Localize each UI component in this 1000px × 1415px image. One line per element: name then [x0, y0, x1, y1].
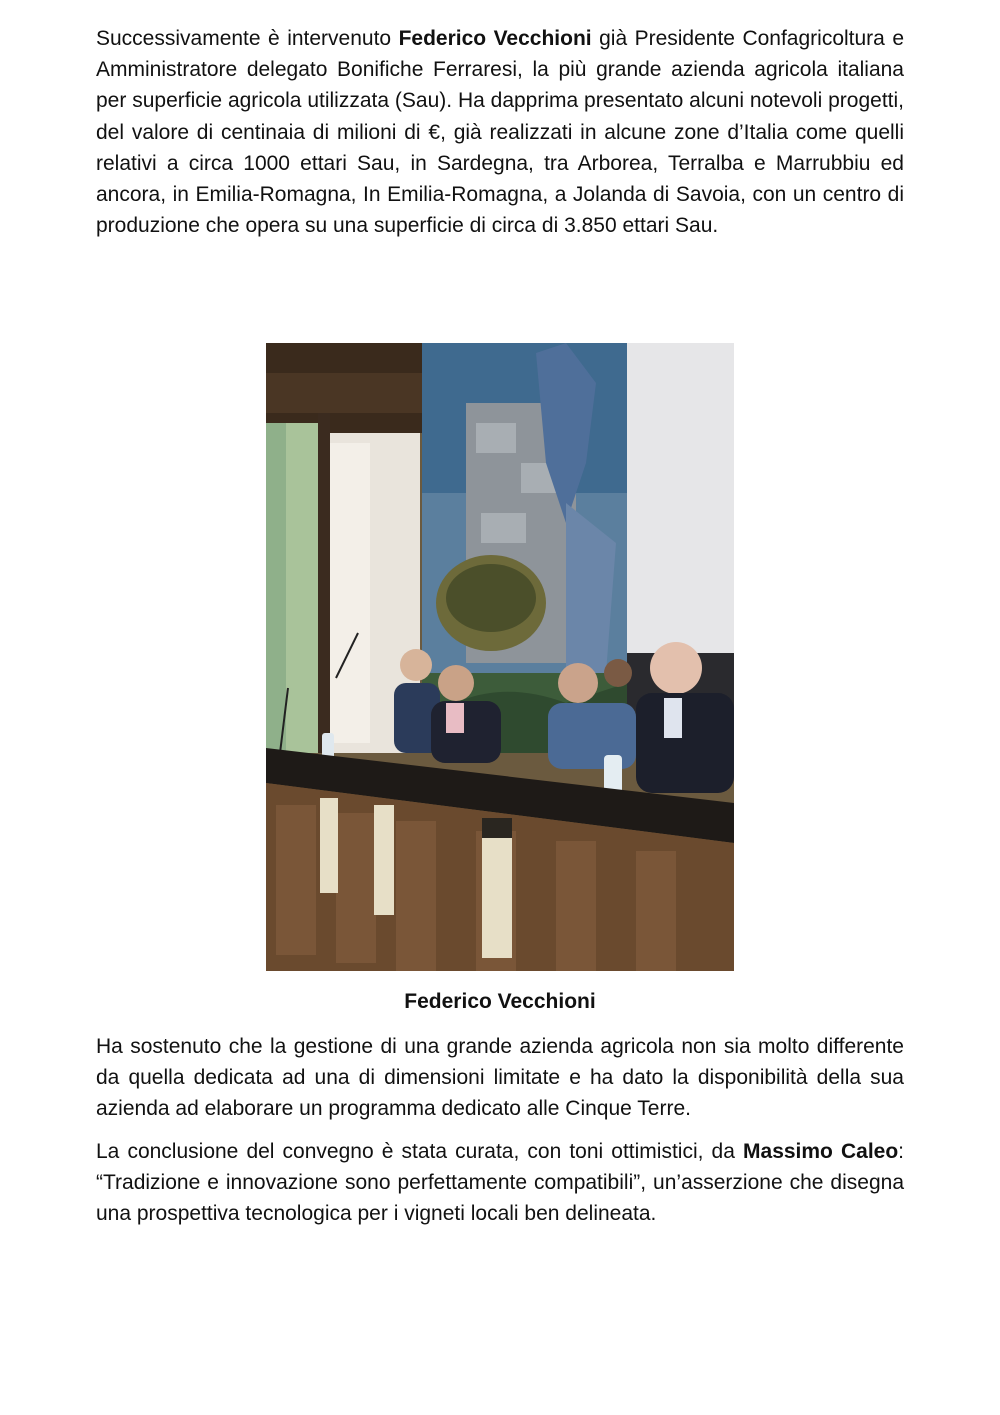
paragraph-conclusion-lead: La conclusione del convegno è stata curata, con toni ottimistici, da [96, 1140, 744, 1163]
conference-panel-illustration [266, 343, 734, 971]
photo-caption: Federico Vecchioni [404, 990, 596, 1013]
paragraph-intro-body: già Presidente Confagricoltura e Amministratore delegato Bonifiche Ferraresi, la più grande azienda agricola italiana per superficie agricola utilizzata (Sau). Ha dapprima presentato alcuni notevoli progetti, del valore di centinaia di milioni di €, già realizzati in alcune zone d’Italia come quelli relativi a circa 1000 ettari Sau, in Sardegna, tra Arborea, Terralba e Marrubbiu ed ancora, in Emilia-Romagna, In Emilia-Romagna, a Jolanda di Savoia, con un centro di produzione che opera su una superficie di circa di 3.850 ettari Sau. [96, 27, 905, 238]
paragraph-intro-lead: Successivamente è intervenuto [96, 27, 399, 50]
paragraph-management: Ha sostenuto che la gestione di una grande azienda agricola non sia molto differente da quella dedicata ad una di dimensioni limitate e ha dato la disponibilità della sua azienda ad elaborare un programma dedicato alle Cinque Terre. [96, 1035, 904, 1121]
paragraph-intro [96, 23, 904, 241]
conference-photo [266, 343, 734, 971]
paragraph-conclusion [96, 1136, 904, 1230]
paragraph-conclusion-body: : “Tradizione e innovazione sono perfettamente compatibili”, un’asserzione che disegna una prospettiva tecnologica per i vigneti locali ben delineata. [96, 1140, 905, 1226]
speaker-name-vecchioni: Federico Vecchioni [398, 27, 592, 50]
speaker-name-caleo: Massimo Caleo [743, 1140, 899, 1163]
